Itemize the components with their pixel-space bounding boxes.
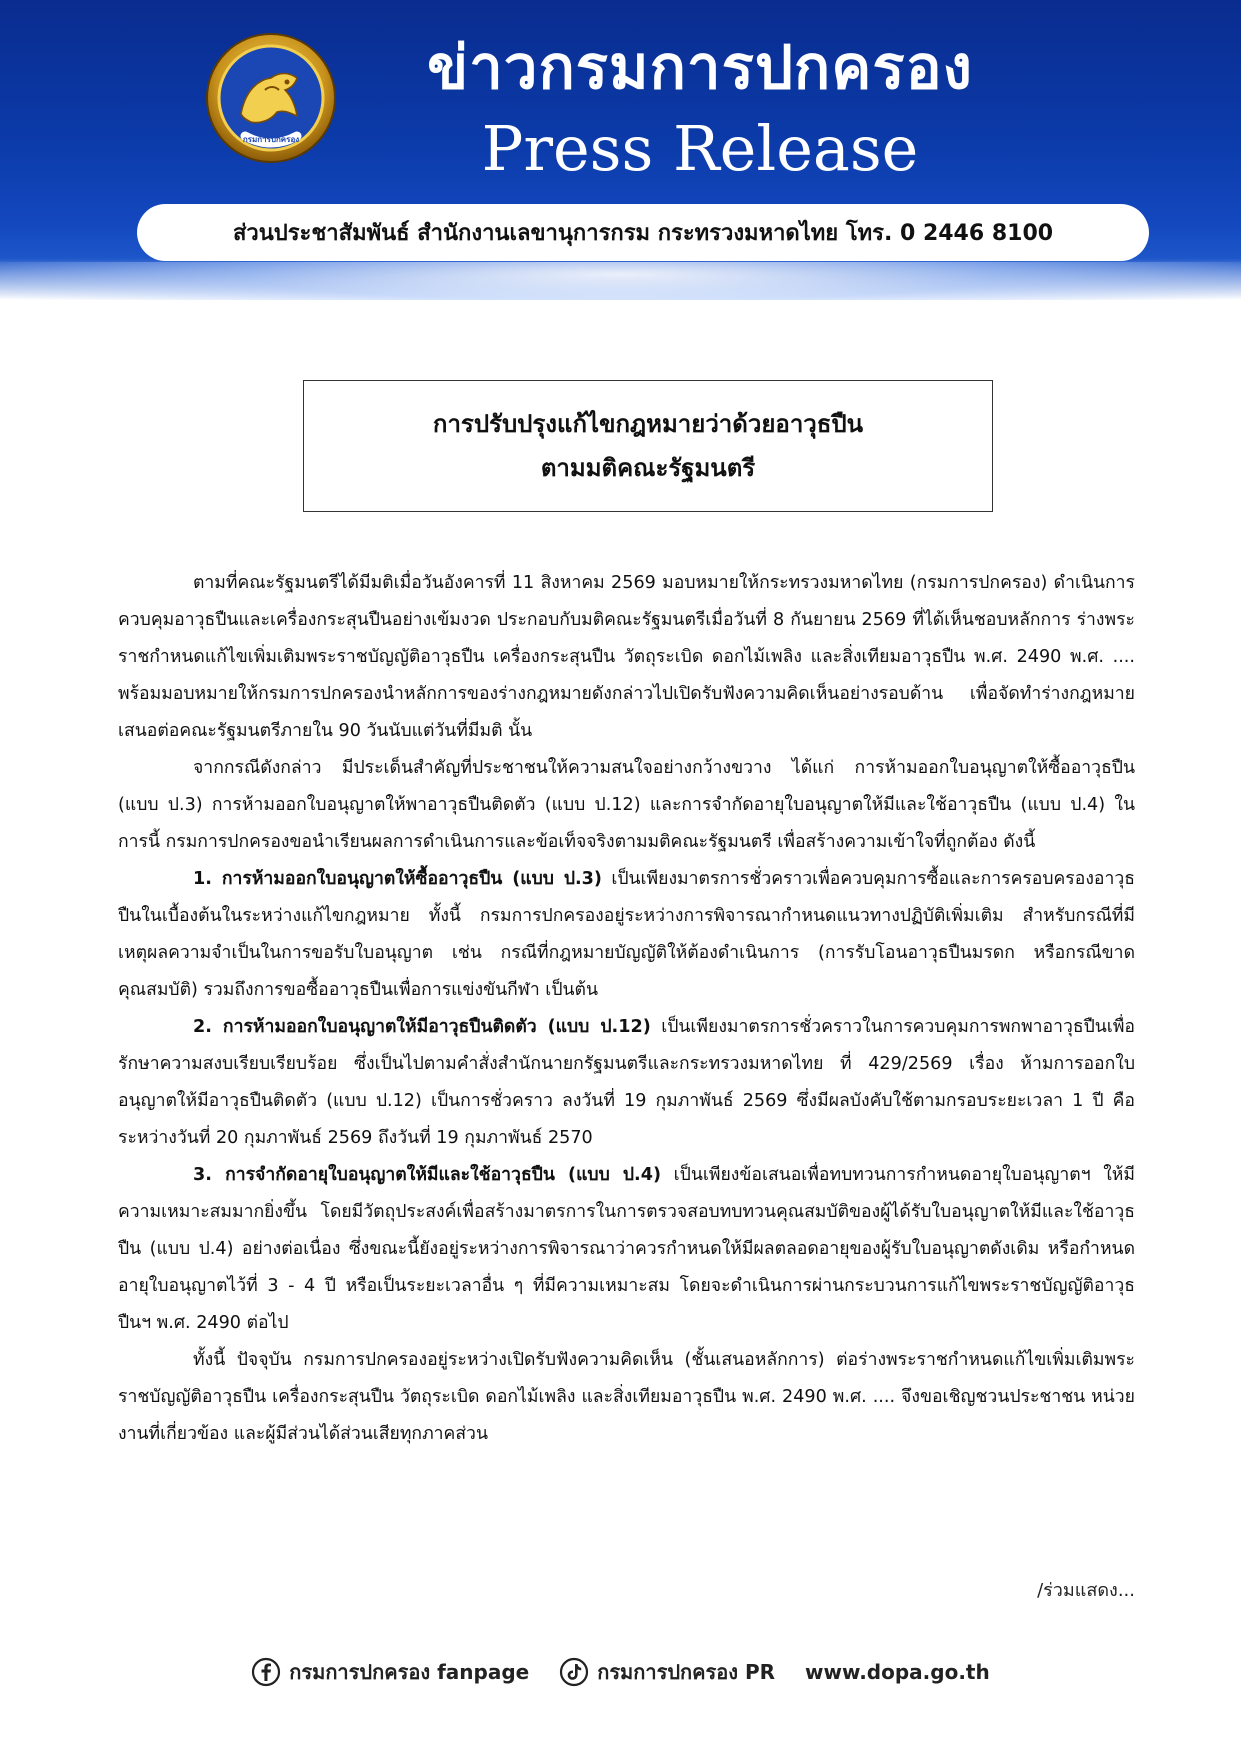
- headline-line-1: การปรับปรุงแก้ไขกฎหมายว่าด้วยอาวุธปืน: [432, 410, 864, 438]
- item-3-text: เป็นเพียงข้อเสนอเพื่อทบทวนการกำหนดอายุใบอนุญาตฯ ให้มีความเหมาะสมมากยิ่งขึ้น โดยมีวัตถุประสงค์เพื่อสร้างมาตรการในการตรวจสอบทบทวนคุณสมบัติของผู้ได้รับใบอนุญาตให้มีและใช้อาวุธปืน (แบบ ป.4) อย่างต่อเนื่อง ซึ่งขณะนี้ยังอยู่ระหว่างการพิจารณาว่าควรกำหนดให้มีผลตลอดอายุของผู้รับใบอนุญาตดังเดิม หรือกำหนดอายุใบอนุญาตไว้ที่ 3 - 4 ปี หรือเป็นระยะเวลาอื่น ๆ ที่มีความเหมาะสม โดยจะดำเนินการผ่านกระบวนการแก้ไขพระราชบัญญัติอาวุธปืนฯ พ.ศ. 2490 ต่อไป: [118, 1165, 1136, 1333]
- website-link[interactable]: www.dopa.go.th: [805, 1660, 990, 1684]
- item-2-text: เป็นเพียงมาตรการชั่วคราวในการควบคุมการพกพาอาวุธปืนเพื่อรักษาความสงบเรียบเรียบร้อย ซึ่งเป็นไปตามคำสั่งสำนักนายกรัฐมนตรีและกระทรวงมหาดไทย ที่ 429/2569 เรื่อง ห้ามการออกใบอนุญาตให้มีอาวุธปืนติดตัว (แบบ ป.12) เป็นการชั่วคราว ลงวันที่ 19 กุมภาพันธ์ 2569 ซึ่งมีผลบังคับใช้ตามกรอบระยะเวลา 1 ปี คือระหว่างวันที่ 20 กุมภาพันธ์ 2569 ถึงวันที่ 19 กุมภาพันธ์ 2570: [118, 1017, 1135, 1148]
- tiktok-link[interactable]: กรมการปกครอง PR: [597, 1660, 776, 1684]
- paragraph-item-2: [118, 1009, 1135, 1157]
- item-1-heading: 1. การห้ามออกใบอนุญาตให้ซื้ออาวุธปืน (แบบ ป.3): [193, 869, 602, 889]
- facebook-link[interactable]: กรมการปกครอง fanpage: [289, 1660, 530, 1684]
- department-seal-icon: [205, 32, 337, 164]
- paragraph-intro: ตามที่คณะรัฐมนตรีได้มีมติเมื่อวันอังคารที่ 11 สิงหาคม 2569 มอบหมายให้กระทรวงมหาดไทย (กรมการปกครอง) ดำเนินการควบคุมอาวุธปืนและเครื่องกระสุนปืนอย่างเข้มงวด ประกอบกับมติคณะรัฐมนตรีเมื่อวันที่ 8 กันยายน 2569 ที่ได้เห็นชอบหลักการ ร่างพระราชกำหนดแก้ไขเพิ่มเติมพระราชบัญญัติอาวุธปืน เครื่องกระสุนปืน วัตถุระเบิด ดอกไม้เพลิง และสิ่งเทียมอาวุธปืน พ.ศ. 2490 พ.ศ. .... พร้อมมอบหมายให้กรมการปกครองนำหลักการของร่างกฎหมายดังกล่าวไปเปิดรับฟังความคิดเห็นอย่างรอบด้าน เพื่อจัดทำร่างกฎหมายเสนอต่อคณะรัฐมนตรีภายใน 90 วันนับแต่วันที่มีมติ นั้น: [118, 573, 1135, 741]
- tiktok-icon[interactable]: [559, 1657, 589, 1687]
- headline-line-2: ตามมติคณะรัฐมนตรี: [540, 454, 756, 482]
- paragraph-item-3: [118, 1157, 1135, 1342]
- header-banner: [0, 0, 1241, 300]
- facebook-icon[interactable]: [251, 1657, 281, 1687]
- item-3-heading: 3. การจำกัดอายุใบอนุญาตให้มีและใช้อาวุธปืน (แบบ ป.4): [193, 1165, 662, 1185]
- paragraph-closing: ทั้งนี้ ปัจจุบัน กรมการปกครองอยู่ระหว่างเปิดรับฟังความคิดเห็น (ชั้นเสนอหลักการ) ต่อร่างพระราชกำหนดแก้ไขเพิ่มเติมพระราชบัญญัติอาวุธปืน เครื่องกระสุนปืน วัตถุระเบิด ดอกไม้เพลิง และสิ่งเทียมอาวุธปืน พ.ศ. 2490 พ.ศ. .... จึงขอเชิญชวนประชาชน หน่วยงานที่เกี่ยวข้อง และผู้มีส่วนได้ส่วนเสียทุกภาคส่วน: [118, 1350, 1135, 1444]
- contact-bar: ส่วนประชาสัมพันธ์ สำนักงานเลขานุการกรม กระทรวงมหาดไทย โทร. 0 2446 8100: [137, 204, 1149, 261]
- article-body: [118, 565, 1135, 1453]
- footer: [0, 1652, 1241, 1692]
- headline-box: [303, 380, 993, 512]
- item-2-heading: 2. การห้ามออกใบอนุญาตให้มีอาวุธปืนติดตัว (แบบ ป.12): [193, 1017, 651, 1037]
- paragraph-item-1: [118, 861, 1135, 1009]
- banner-title-thai: ข่าวกรมการปกครอง: [427, 33, 973, 103]
- banner-title-english: Press Release: [481, 112, 919, 185]
- paragraph-context: จากกรณีดังกล่าว มีประเด็นสำคัญที่ประชาชนให้ความสนใจอย่างกว้างขวาง ได้แก่ การห้ามออกใบอนุญาตให้ซื้ออาวุธปืน (แบบ ป.3) การห้ามออกใบอนุญาตให้พาอาวุธปืนติดตัว (แบบ ป.12) และการจำกัดอายุใบอนุญาตให้มีและใช้อาวุธปืน (แบบ ป.4) ในการนี้ กรมการปกครองขอนำเรียนผลการดำเนินการและข้อเท็จจริงตามมติคณะรัฐมนตรี เพื่อสร้างความเข้าใจที่ถูกต้อง ดังนี้: [118, 758, 1135, 852]
- continued-marker: /ร่วมแสดง...: [1037, 1580, 1135, 1601]
- item-1-text: เป็นเพียงมาตรการชั่วคราวเพื่อควบคุมการซื้อและการครอบครองอาวุธปืนในเบื้องต้นในระหว่างแก้ไขกฎหมาย ทั้งนี้ กรมการปกครองอยู่ระหว่างการพิจารณากำหนดแนวทางปฏิบัติเพิ่มเติม สำหรับกรณีที่มีเหตุผลความจำเป็นในการขอรับใบอนุญาต เช่น กรณีที่กฎหมายบัญญัติให้ต้องดำเนินการ (การรับโอนอาวุธปืนมรดก หรือกรณีขาดคุณสมบัติ) รวมถึงการขอซื้ออาวุธปืนเพื่อการแข่งขันกีฬา เป็นต้น: [118, 869, 1135, 1000]
- svg-text:กรมการปกครอง: กรมการปกครอง: [242, 135, 300, 144]
